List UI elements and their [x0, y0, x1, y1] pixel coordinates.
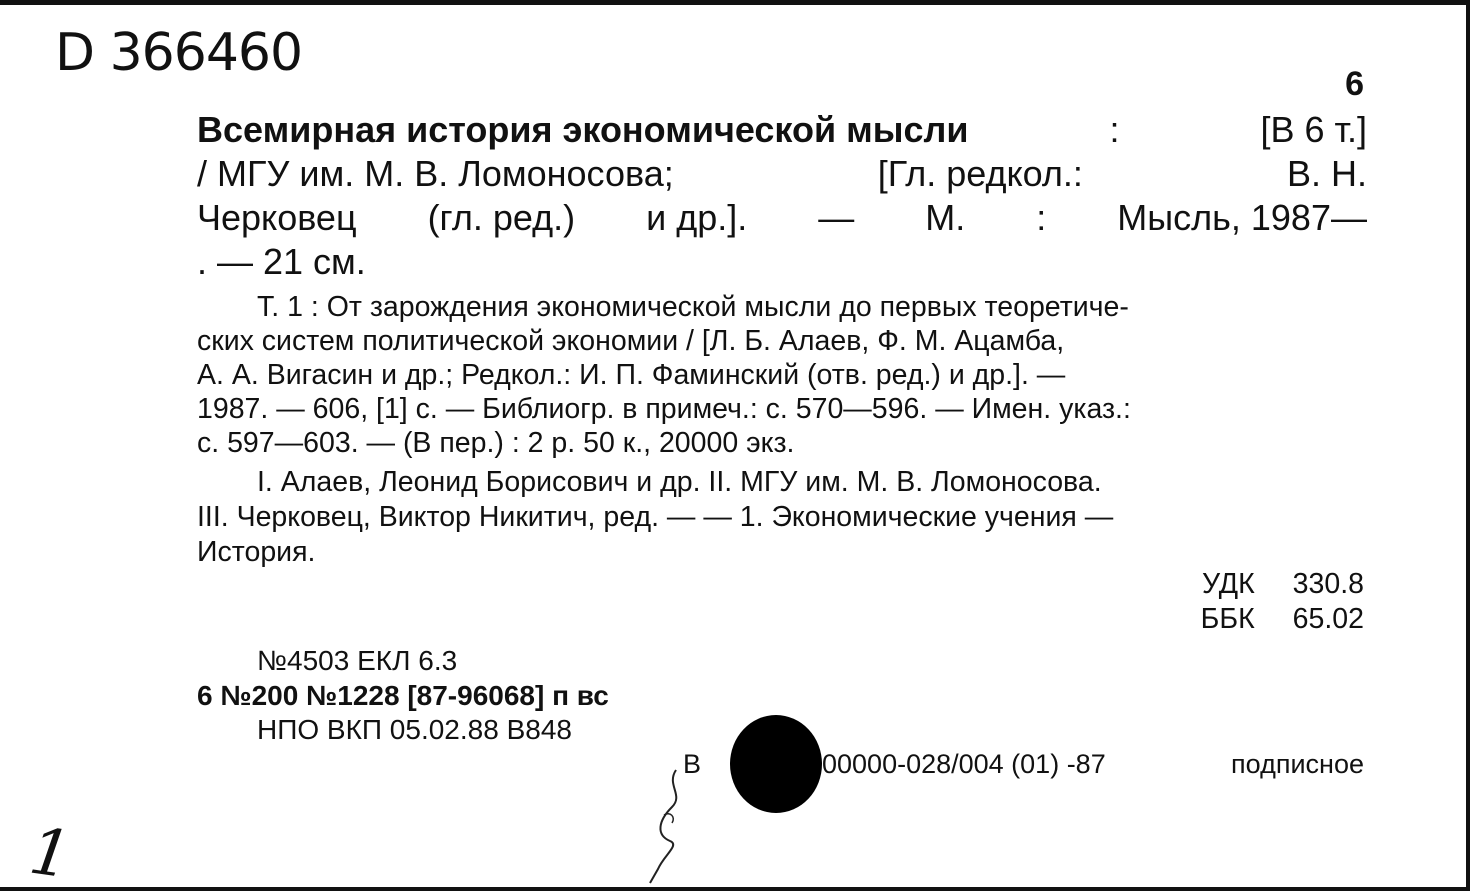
- title-line-3-part-1: Черковец: [197, 197, 357, 238]
- title-line-2: [197, 154, 1367, 194]
- udk-value: 330.8: [1292, 568, 1364, 600]
- classification-block: [1201, 568, 1364, 636]
- tracing-line-1: I. Алаев, Леонид Борисович и др. II. МГУ им. М. В. Ломоносова.: [257, 466, 1102, 498]
- price-code: 00000-028/004 (01) -87: [822, 749, 1106, 779]
- title-colon: :: [1109, 109, 1120, 150]
- title-line-2-part-1: / МГУ им. М. В. Ломоносова;: [197, 153, 674, 194]
- volume-line-5: с. 597—603. — (В пер.) : 2 р. 50 к., 20000 экз.: [197, 427, 795, 459]
- title-main: Всемирная история экономической мысли: [197, 109, 969, 150]
- margin-mark: 1: [25, 814, 76, 893]
- title-line-2-part-2: [Гл. редкол.:: [877, 153, 1083, 194]
- title-line-3-part-7: Мысль, 1987—: [1117, 197, 1367, 238]
- title-line-3-part-6: :: [1036, 197, 1047, 238]
- tech-line-3: НПО ВКП 05.02.88 В848: [257, 714, 572, 745]
- udk-label: УДК: [1201, 568, 1255, 600]
- price-note: подписное: [1231, 749, 1364, 779]
- title-line-3-part-3: и др.].: [646, 197, 748, 238]
- title-line-1: [197, 110, 1367, 150]
- title-line-3-part-4: —: [818, 197, 855, 238]
- tracing-line-2: III. Черковец, Виктор Никитич, ред. — — 1. Экономические учения —: [197, 501, 1114, 533]
- bbk-row: [1201, 603, 1364, 636]
- bbk-value: 65.02: [1292, 603, 1364, 635]
- title-line-3-part-5: М.: [925, 197, 966, 238]
- title-line-2-part-3: В. Н.: [1286, 153, 1367, 194]
- price-prefix: В: [683, 749, 702, 779]
- volume-line-4: 1987. — 606, [1] с. — Библиогр. в примеч.: с. 570—596. — Имен. указ.:: [197, 393, 1131, 425]
- tracing-line-3: История.: [197, 536, 316, 568]
- tech-line-1: №4503 ЕКЛ 6.3: [257, 645, 458, 676]
- tech-line-2: 6 №200 №1228 [87-96068] п вс: [197, 680, 609, 711]
- title-line-3-part-2: (гл. ред.): [427, 197, 576, 238]
- volume-line-1: Т. 1 : От зарождения экономической мысли до первых теоретиче-: [257, 291, 1129, 323]
- title-volumes: [В 6 т.]: [1260, 109, 1367, 150]
- volume-count: 6: [1345, 65, 1364, 103]
- title-line-4: . — 21 см.: [197, 241, 366, 282]
- volume-line-3: А. А. Вигасин и др.; Редкол.: И. П. Фаминский (отв. ред.) и др.]. —: [197, 359, 1066, 391]
- bbk-label: ББК: [1200, 603, 1255, 635]
- handwritten-code: D 366460: [55, 23, 303, 83]
- punch-hole: [730, 715, 822, 813]
- signature-scribble-icon: [636, 765, 696, 885]
- udk-row: [1201, 568, 1364, 601]
- title-line-3: [197, 198, 1367, 238]
- volume-line-2: ских систем политической экономии / [Л. Б. Алаев, Ф. М. Ацамба,: [197, 325, 1065, 357]
